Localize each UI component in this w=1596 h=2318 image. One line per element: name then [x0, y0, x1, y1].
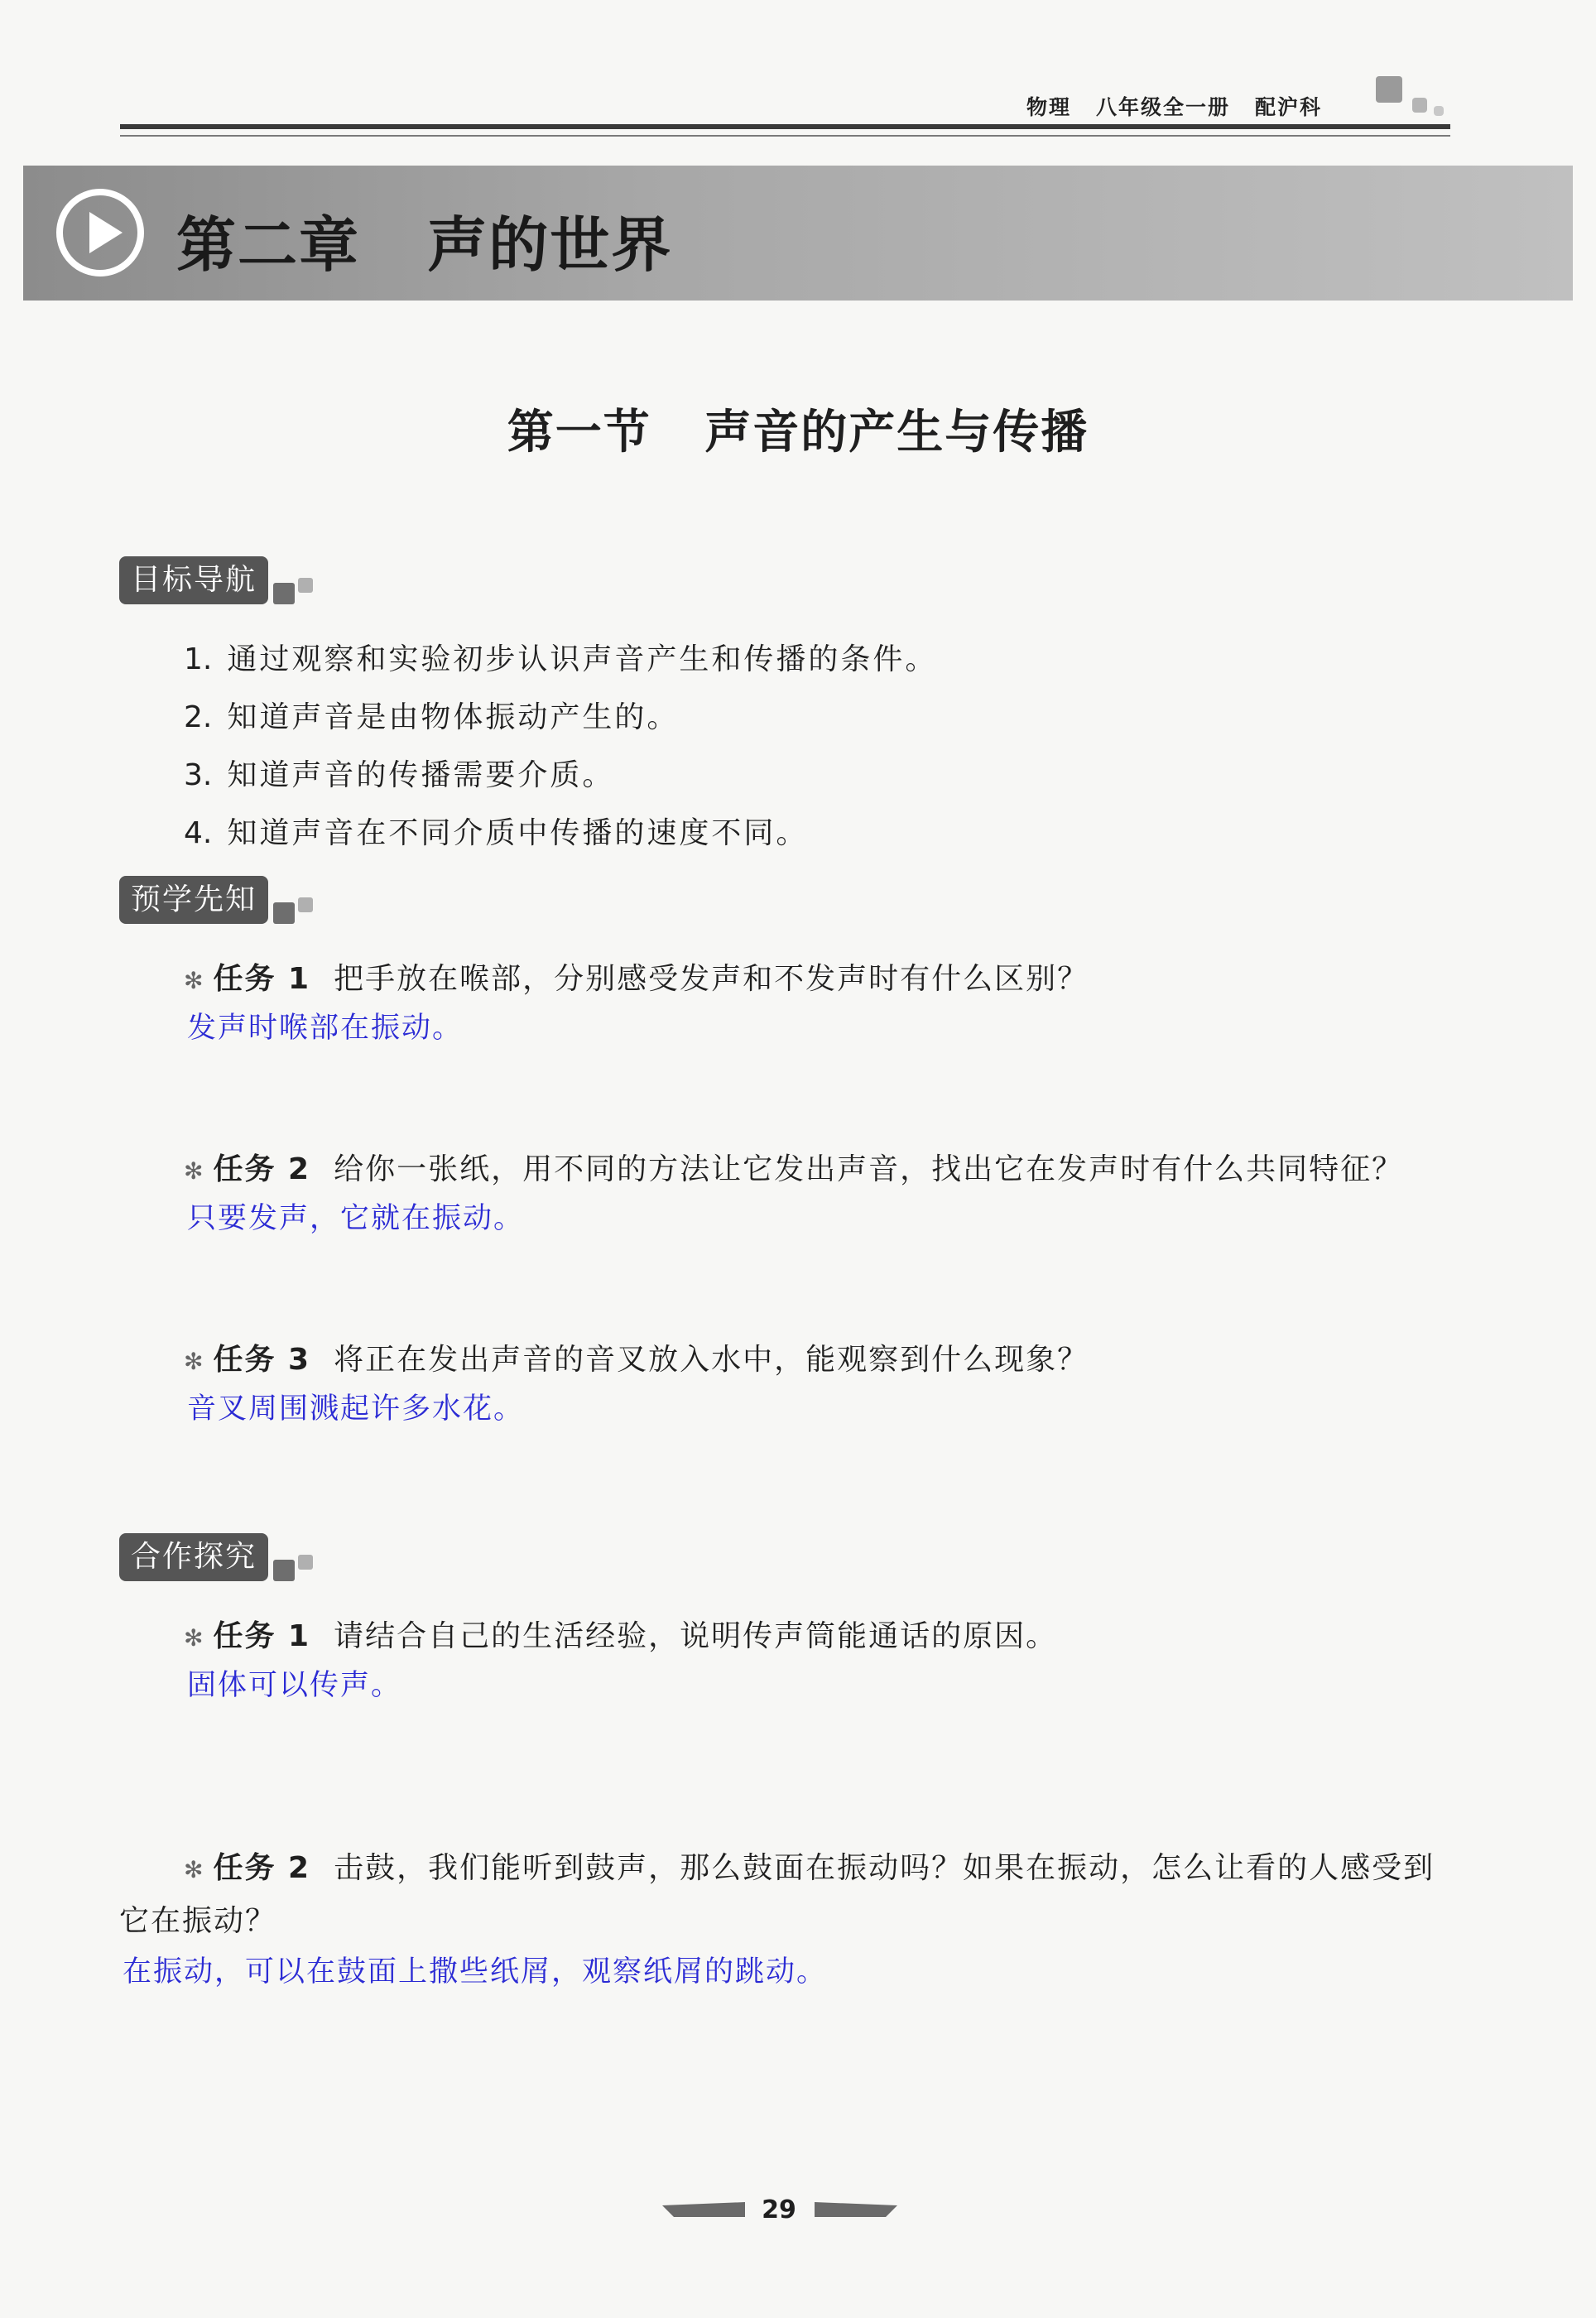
header-deco-square [1412, 98, 1427, 113]
task-question-continued: 它在振动？ [119, 1904, 277, 1938]
task-question: 给你一张纸，用不同的方法让它发出声音，找出它在发声时有什么共同特征？ [334, 1152, 1404, 1186]
page-number: 29 [762, 2195, 796, 2224]
task-answer: 只要发声，它就在振动。 [187, 1202, 525, 1235]
goal-item: 1. 通过观察和实验初步认识声音产生和传播的条件。 [184, 642, 938, 676]
explore-task-1: ✻ 任务 1 请结合自己的生活经验，说明传声筒能通话的原因。 [184, 1619, 1058, 1653]
header-deco-square [1376, 76, 1402, 103]
explore-heading-tab [119, 1533, 268, 1581]
chapter-title: 第二章 声的世界 [176, 210, 673, 280]
header-deco-square [1434, 106, 1444, 116]
running-header [1026, 91, 1347, 121]
header-rule-thin [120, 135, 1450, 137]
task-question: 击鼓，我们能听到鼓声，那么鼓面在振动吗？如果在振动，怎么让看的人感受到 [334, 1851, 1435, 1885]
footer-deco-bar [662, 2202, 745, 2217]
goal-item: 2. 知道声音是由物体振动产生的。 [184, 700, 680, 734]
task-answer: 在振动，可以在鼓面上撒些纸屑，观察纸屑的跳动。 [123, 1955, 828, 1989]
header-subject: 物理 [1026, 95, 1072, 119]
task-question: 将正在发出声音的音叉放入水中，能观察到什么现象？ [334, 1343, 1089, 1377]
footer-deco-bar [815, 2202, 897, 2217]
flower-bullet-icon: ✻ [184, 1856, 205, 1883]
explore-task-2: ✻ 任务 2 击鼓，我们能听到鼓声，那么鼓面在振动吗？如果在振动，怎么让看的人感受到 [184, 1851, 1435, 1885]
goals-heading-tab [119, 556, 268, 604]
goal-item: 3. 知道声音的传播需要介质。 [184, 758, 615, 792]
flower-bullet-icon: ✻ [184, 967, 205, 994]
preview-heading-tab [119, 876, 268, 924]
chapter-banner [23, 166, 1573, 301]
flower-bullet-icon: ✻ [184, 1624, 205, 1652]
task-question: 把手放在喉部，分别感受发声和不发声时有什么区别？ [334, 962, 1089, 996]
play-circle-icon [55, 187, 146, 278]
preview-task-1: ✻ 任务 1 把手放在喉部，分别感受发声和不发声时有什么区别？ [184, 962, 1089, 996]
preview-heading: 预学先知 [131, 882, 257, 916]
goals-heading: 目标导航 [131, 563, 257, 597]
section-title: 第一节 声音的产生与传播 [507, 406, 1089, 459]
flower-bullet-icon: ✻ [184, 1348, 205, 1375]
header-grade: 八年级全一册 [1096, 95, 1231, 119]
preview-task-3: ✻ 任务 3 将正在发出声音的音叉放入水中，能观察到什么现象？ [184, 1343, 1089, 1377]
task-answer: 音叉周围溅起许多水花。 [187, 1392, 525, 1426]
task-answer: 固体可以传声。 [187, 1669, 402, 1702]
header-edition: 配沪科 [1255, 95, 1323, 119]
task-answer: 发声时喉部在振动。 [187, 1012, 464, 1045]
flower-bullet-icon: ✻ [184, 1157, 205, 1185]
goal-item: 4. 知道声音在不同介质中传播的速度不同。 [184, 816, 809, 850]
explore-heading: 合作探究 [131, 1540, 257, 1574]
task-question: 请结合自己的生活经验，说明传声筒能通话的原因。 [334, 1619, 1058, 1653]
header-rule [120, 124, 1450, 129]
preview-task-2: ✻ 任务 2 给你一张纸，用不同的方法让它发出声音，找出它在发声时有什么共同特征？ [184, 1152, 1404, 1186]
